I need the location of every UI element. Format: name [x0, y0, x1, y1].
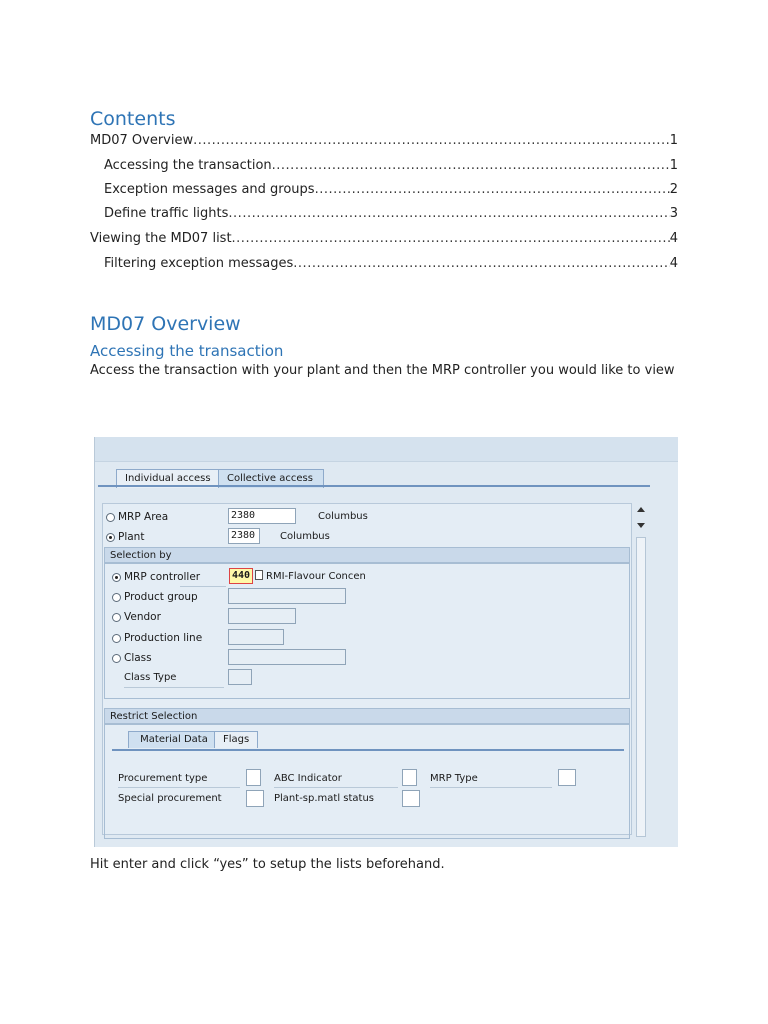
- class-type-label: Class Type: [124, 672, 177, 683]
- label-underline: [124, 687, 224, 688]
- mrp-controller-label: MRP controller: [124, 571, 201, 583]
- toc-entry[interactable]: [104, 180, 678, 200]
- toc-entry-title: Viewing the MD07 list: [90, 231, 232, 246]
- toc-leader: [232, 229, 670, 249]
- sap-left-border: [94, 437, 95, 847]
- value-help-icon[interactable]: [255, 570, 263, 580]
- toc-entry-page: 1: [669, 133, 678, 148]
- toc-entry-title: Accessing the transaction: [104, 158, 272, 173]
- class-input[interactable]: [228, 649, 346, 665]
- special-procurement-input[interactable]: [246, 790, 264, 807]
- product-group-radio[interactable]: [112, 593, 121, 602]
- production-line-input[interactable]: [228, 629, 284, 645]
- toc-leader: [193, 131, 670, 151]
- toc-leader: [228, 204, 669, 224]
- plant-sp-matl-status-label: Plant-sp.matl status: [274, 793, 375, 804]
- vendor-label: Vendor: [124, 611, 161, 623]
- vendor-option[interactable]: [112, 608, 161, 626]
- toc-entry-page: 3: [669, 206, 678, 221]
- contents-heading: Contents: [90, 108, 176, 130]
- toc-entry[interactable]: [104, 204, 678, 224]
- plant-input[interactable]: 2380: [228, 528, 260, 544]
- product-group-option[interactable]: [112, 588, 198, 606]
- product-group-input[interactable]: [228, 588, 346, 604]
- abc-indicator-input[interactable]: [402, 769, 417, 786]
- plant-label: Plant: [118, 531, 145, 543]
- toc-entry-page: 4: [669, 256, 678, 271]
- mrp-controller-radio[interactable]: [112, 573, 121, 582]
- scroll-thumb[interactable]: [636, 537, 646, 837]
- label-underline: [430, 787, 552, 788]
- plant-radio[interactable]: [106, 533, 115, 542]
- toc-entry-title: Define traffic lights: [104, 206, 229, 221]
- label-underline: [274, 787, 398, 788]
- procurement-type-input[interactable]: [246, 769, 261, 786]
- special-procurement-label: Special procurement: [118, 793, 222, 804]
- mrp-controller-option[interactable]: [112, 568, 200, 586]
- abc-indicator-label: ABC Indicator: [274, 773, 342, 784]
- tab-flags[interactable]: Flags: [214, 731, 258, 748]
- vertical-scrollbar[interactable]: [634, 501, 648, 841]
- scroll-up-icon[interactable]: [637, 507, 645, 512]
- sub-tab-underline: [112, 749, 624, 751]
- mrp-type-label: MRP Type: [430, 773, 478, 784]
- toc-leader: [293, 254, 669, 274]
- production-line-label: Production line: [124, 632, 203, 644]
- vendor-input[interactable]: [228, 608, 296, 624]
- mrp-area-radio[interactable]: [106, 513, 115, 522]
- toc-entry-title: Exception messages and groups: [104, 182, 315, 197]
- mrp-area-option[interactable]: [106, 508, 168, 526]
- toc-entry-page: 4: [669, 231, 678, 246]
- tab-underline: [98, 485, 650, 487]
- label-underline: [180, 586, 226, 587]
- production-line-option[interactable]: [112, 629, 202, 647]
- class-label: Class: [124, 652, 152, 664]
- toc-entry[interactable]: [90, 229, 678, 249]
- mrp-area-input[interactable]: 2380: [228, 508, 296, 524]
- class-option[interactable]: [112, 649, 152, 667]
- sap-toolbar: [94, 437, 678, 462]
- subsection-heading: Accessing the transaction: [90, 342, 284, 360]
- vendor-radio[interactable]: [112, 613, 121, 622]
- intro-paragraph: Access the transaction with your plant and then the MRP controller you would like to view: [90, 363, 675, 378]
- procurement-type-label: Procurement type: [118, 773, 208, 784]
- mrp-area-label: MRP Area: [118, 511, 169, 523]
- label-underline: [118, 787, 240, 788]
- outro-paragraph: Hit enter and click “yes” to setup the lists beforehand.: [90, 857, 445, 872]
- toc-leader: [272, 156, 670, 176]
- class-radio[interactable]: [112, 654, 121, 663]
- plant-option[interactable]: [106, 528, 144, 546]
- mrp-area-description: Columbus: [318, 511, 368, 522]
- sap-screenshot: [94, 437, 678, 847]
- product-group-label: Product group: [124, 591, 198, 603]
- tab-collective-access[interactable]: Collective access: [218, 469, 324, 488]
- class-type-input[interactable]: [228, 669, 252, 685]
- toc-entry[interactable]: [90, 131, 678, 151]
- mrp-type-input[interactable]: [558, 769, 576, 786]
- section-heading: MD07 Overview: [90, 313, 241, 335]
- restrict-selection-header: Restrict Selection: [104, 708, 630, 724]
- toc-entry-title: MD07 Overview: [90, 133, 194, 148]
- toc-entry[interactable]: [104, 156, 678, 176]
- mrp-controller-input[interactable]: 440: [229, 568, 253, 584]
- plant-description: Columbus: [280, 531, 330, 542]
- toc-entry-page: 1: [669, 158, 678, 173]
- toc-entry[interactable]: [104, 254, 678, 274]
- mrp-controller-description: RMI-Flavour Concen: [266, 571, 366, 582]
- toc-entry-page: 2: [669, 182, 678, 197]
- selection-by-header: Selection by: [104, 547, 630, 563]
- scroll-down-icon[interactable]: [637, 523, 645, 528]
- plant-sp-matl-status-input[interactable]: [402, 790, 420, 807]
- tab-material-data[interactable]: Material Data: [128, 731, 220, 748]
- toc-entry-title: Filtering exception messages: [104, 256, 294, 271]
- toc-leader: [315, 180, 670, 200]
- tab-individual-access[interactable]: Individual access: [116, 469, 220, 488]
- production-line-radio[interactable]: [112, 634, 121, 643]
